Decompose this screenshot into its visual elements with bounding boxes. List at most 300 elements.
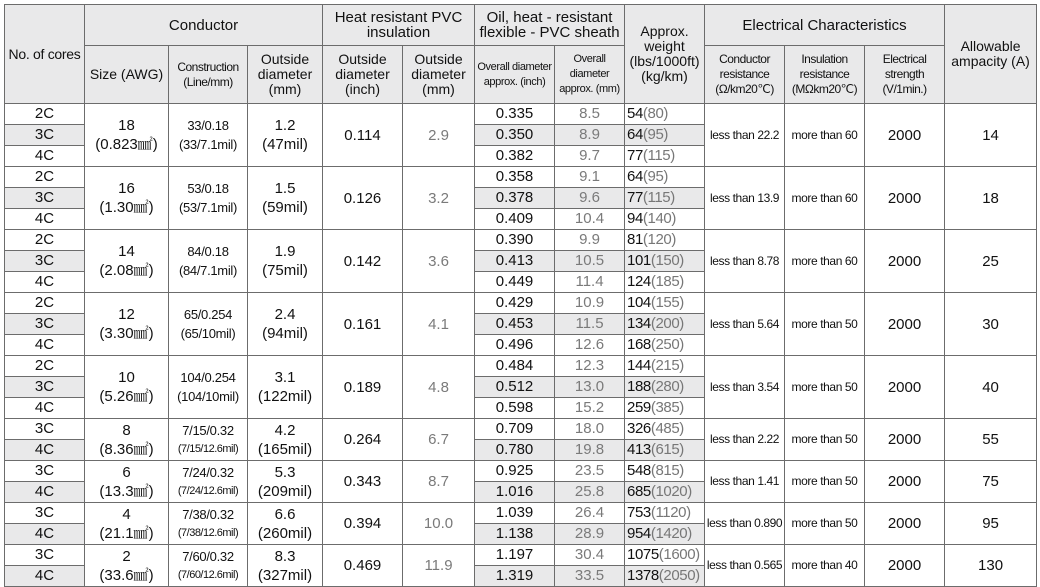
resistance-cell: less than 13.9 (705, 167, 785, 230)
cell-main-text: 14 (118, 243, 135, 260)
insulation-od-inch-cell: 0.126 (323, 167, 403, 230)
overall-mm-cell: 19.8 (555, 440, 625, 461)
conductor-od-cell (248, 230, 323, 293)
cell-sub-text: (3.30㎟) (99, 325, 154, 342)
resistance-cell: less than 0.565 (705, 545, 785, 587)
overall-inch-cell: 0.496 (475, 335, 555, 356)
size-cell (85, 293, 169, 356)
overall-mm-cell: 12.3 (555, 356, 625, 377)
insulation-resistance-cell: more than 40 (785, 545, 865, 587)
cell-main-text: 6.6 (274, 505, 296, 523)
conductor-od-cell (248, 356, 323, 419)
cell-sub-text: (84/7.1mil) (178, 263, 238, 278)
overall-mm-cell: 9.1 (555, 167, 625, 188)
overall-mm-cell: 8.5 (555, 104, 625, 125)
overall-inch-cell: 1.319 (475, 566, 555, 587)
weight-kg: (150) (650, 252, 684, 269)
weight-kg: (215) (650, 357, 684, 374)
weight-cell (625, 125, 705, 146)
overall-mm-cell: 10.9 (555, 293, 625, 314)
cores-cell: 4C (5, 209, 85, 230)
cell-sub-text: (7/24/12.6mil) (177, 484, 239, 497)
overall-inch-cell: 1.138 (475, 524, 555, 545)
weight-cell (625, 440, 705, 461)
weight-lbs: 94 (627, 210, 643, 227)
weight-cell (625, 167, 705, 188)
cell-main-text: 8.3 (274, 547, 296, 565)
overall-inch-cell: 0.925 (475, 461, 555, 482)
resistance-cell: less than 5.64 (705, 293, 785, 356)
cell-main-text: 104/0.254 (180, 370, 236, 385)
overall-mm-cell: 11.4 (555, 272, 625, 293)
cell-sub-text: (8.36㎟) (99, 440, 154, 458)
weight-lbs: 64 (627, 126, 643, 143)
construction-cell (169, 503, 248, 545)
overall-mm-cell: 30.4 (555, 545, 625, 566)
insulation-od-inch-cell: 0.469 (323, 545, 403, 587)
overall-inch-cell: 0.335 (475, 104, 555, 125)
insulation-od-inch-cell: 0.343 (323, 461, 403, 503)
cell-sub-text: (59mil) (262, 199, 308, 216)
table-body (5, 104, 1037, 587)
header-conductor-od: Outside diameter (mm) (248, 46, 323, 104)
weight-cell (625, 377, 705, 398)
overall-mm-cell: 15.2 (555, 398, 625, 419)
header-construction: Construction (Line/mm) (169, 46, 248, 104)
overall-inch-cell: 0.413 (475, 251, 555, 272)
cell-sub-text: (53/7.1mil) (178, 200, 238, 215)
size-cell (85, 545, 169, 587)
overall-mm-cell: 12.6 (555, 335, 625, 356)
overall-mm-cell: 25.8 (555, 482, 625, 503)
cell-sub-text: (21.1㎟) (99, 524, 154, 542)
weight-lbs: 1378 (627, 567, 659, 584)
ampacity-cell: 55 (945, 419, 1037, 461)
overall-inch-cell: 0.598 (475, 398, 555, 419)
cores-cell: 3C (5, 314, 85, 335)
size-cell (85, 419, 169, 461)
cell-sub-text: (2.08㎟) (99, 262, 154, 279)
construction-cell (169, 167, 248, 230)
weight-cell (625, 482, 705, 503)
cores-cell: 3C (5, 461, 85, 482)
insulation-od-inch-cell: 0.161 (323, 293, 403, 356)
cell-main-text: 10 (118, 369, 135, 386)
table-row (5, 419, 1037, 440)
strength-cell: 2000 (865, 503, 945, 545)
cell-main-text: 7/60/0.32 (182, 548, 234, 564)
cell-main-text: 1.2 (274, 117, 296, 134)
weight-kg: (185) (650, 273, 684, 290)
weight-lbs: 326 (627, 420, 651, 437)
overall-mm-cell: 11.5 (555, 314, 625, 335)
cell-sub-text: (33/7.1mil) (178, 137, 238, 152)
cell-main-text: 7/38/0.32 (182, 506, 234, 522)
weight-kg: (80) (642, 105, 668, 122)
construction-cell (169, 545, 248, 587)
overall-inch-cell: 0.409 (475, 209, 555, 230)
overall-inch-cell: 0.512 (475, 377, 555, 398)
insulation-od-inch-cell: 0.394 (323, 503, 403, 545)
cores-cell: 4C (5, 524, 85, 545)
overall-inch-cell: 1.016 (475, 482, 555, 503)
header-conductor: Conductor (85, 5, 323, 46)
cell-sub-text: (7/15/12.6mil) (177, 442, 239, 455)
insulation-resistance-cell: more than 50 (785, 503, 865, 545)
strength-cell: 2000 (865, 293, 945, 356)
weight-kg: (1020) (650, 483, 692, 500)
ampacity-cell: 95 (945, 503, 1037, 545)
insulation-od-mm-cell: 11.9 (403, 545, 475, 587)
cell-main-text: 5.3 (274, 463, 296, 481)
overall-inch-cell: 0.358 (475, 167, 555, 188)
overall-inch-cell: 0.350 (475, 125, 555, 146)
header-sheath: Oil, heat - resistant flexible - PVC sheath (475, 5, 625, 46)
strength-cell: 2000 (865, 419, 945, 461)
overall-mm-cell: 8.9 (555, 125, 625, 146)
ampacity-cell: 30 (945, 293, 1037, 356)
resistance-cell: less than 0.890 (705, 503, 785, 545)
overall-inch-cell: 0.378 (475, 188, 555, 209)
header-ampacity: Allowable ampacity (A) (945, 5, 1037, 104)
cores-cell: 3C (5, 377, 85, 398)
insulation-resistance-cell: more than 60 (785, 230, 865, 293)
cell-main-text: 53/0.18 (187, 181, 229, 196)
size-cell (85, 503, 169, 545)
cores-cell: 2C (5, 167, 85, 188)
weight-lbs: 54 (627, 105, 643, 122)
cell-sub-text: (7/60/12.6mil) (177, 568, 239, 581)
overall-mm-cell: 10.5 (555, 251, 625, 272)
table-row (5, 461, 1037, 482)
insulation-od-mm-cell: 8.7 (403, 461, 475, 503)
cell-sub-text: (0.823㎟) (95, 136, 158, 153)
weight-lbs: 1075 (627, 546, 659, 563)
strength-cell: 2000 (865, 545, 945, 587)
weight-lbs: 753 (627, 504, 651, 521)
insulation-resistance-cell: more than 50 (785, 419, 865, 461)
insulation-od-mm-cell: 3.2 (403, 167, 475, 230)
resistance-cell: less than 3.54 (705, 356, 785, 419)
weight-cell (625, 545, 705, 566)
weight-cell (625, 251, 705, 272)
overall-mm-cell: 9.7 (555, 146, 625, 167)
header-strength: Electrical strength (V/1min.) (865, 46, 945, 104)
ampacity-cell: 14 (945, 104, 1037, 167)
weight-kg: (280) (650, 378, 684, 395)
cores-cell: 3C (5, 125, 85, 146)
weight-cell (625, 356, 705, 377)
cores-cell: 4C (5, 398, 85, 419)
insulation-od-mm-cell: 4.1 (403, 293, 475, 356)
cell-sub-text: (5.26㎟) (99, 388, 154, 405)
conductor-od-cell (248, 545, 323, 587)
weight-kg: (1420) (650, 525, 692, 542)
insulation-resistance-cell: more than 50 (785, 461, 865, 503)
weight-lbs: 77 (627, 147, 643, 164)
weight-lbs: 81 (627, 231, 643, 248)
size-cell (85, 104, 169, 167)
weight-kg: (95) (642, 168, 668, 185)
cell-main-text: 12 (118, 306, 135, 323)
weight-cell (625, 566, 705, 587)
table-row (5, 545, 1037, 566)
weight-lbs: 124 (627, 273, 651, 290)
cores-cell: 3C (5, 419, 85, 440)
weight-lbs: 413 (627, 441, 651, 458)
cell-main-text: 33/0.18 (187, 118, 229, 133)
cell-main-text: 2 (122, 547, 131, 565)
insulation-resistance-cell: more than 60 (785, 167, 865, 230)
weight-cell (625, 314, 705, 335)
cell-sub-text: (75mil) (262, 262, 308, 279)
cores-cell: 4C (5, 482, 85, 503)
cell-main-text: 6 (122, 463, 131, 481)
overall-inch-cell: 1.197 (475, 545, 555, 566)
size-cell (85, 356, 169, 419)
resistance-cell: less than 22.2 (705, 104, 785, 167)
header-overall-inch: Overall diameter approx. (inch) (475, 46, 555, 104)
cores-cell: 2C (5, 104, 85, 125)
cell-main-text: 3.1 (274, 369, 296, 386)
weight-lbs: 548 (627, 462, 651, 479)
cores-cell: 3C (5, 251, 85, 272)
header-size: Size (AWG) (85, 46, 169, 104)
cell-main-text: 84/0.18 (187, 244, 229, 259)
overall-inch-cell: 0.449 (475, 272, 555, 293)
weight-kg: (815) (650, 462, 684, 479)
conductor-od-cell (248, 461, 323, 503)
overall-mm-cell: 9.9 (555, 230, 625, 251)
weight-kg: (95) (642, 126, 668, 143)
conductor-od-cell (248, 293, 323, 356)
ampacity-cell: 18 (945, 167, 1037, 230)
weight-kg: (140) (642, 210, 676, 227)
weight-kg: (250) (650, 336, 684, 353)
header-electrical: Electrical Characteristics (705, 5, 945, 46)
insulation-od-mm-cell: 3.6 (403, 230, 475, 293)
weight-lbs: 134 (627, 315, 651, 332)
weight-cell (625, 104, 705, 125)
cores-cell: 4C (5, 440, 85, 461)
cell-sub-text: (104/10mil) (177, 389, 239, 404)
table-row (5, 356, 1037, 377)
header-insulation: Heat resistant PVC insulation (323, 5, 475, 46)
cell-sub-text: (122mil) (257, 388, 313, 405)
cell-sub-text: (13.3㎟) (99, 482, 154, 500)
cell-main-text: 4.2 (274, 421, 296, 439)
ampacity-cell: 130 (945, 545, 1037, 587)
weight-cell (625, 293, 705, 314)
strength-cell: 2000 (865, 230, 945, 293)
cell-sub-text: (327mil) (257, 566, 313, 584)
header-cores: No. of cores (5, 5, 85, 104)
cell-sub-text: (94mil) (262, 325, 308, 342)
cell-main-text: 2.4 (274, 306, 296, 323)
weight-lbs: 104 (627, 294, 651, 311)
overall-mm-cell: 26.4 (555, 503, 625, 524)
strength-cell: 2000 (865, 104, 945, 167)
cell-main-text: 65/0.254 (183, 307, 233, 322)
weight-lbs: 259 (627, 399, 651, 416)
weight-kg: (2050) (658, 567, 700, 584)
overall-inch-cell: 0.709 (475, 419, 555, 440)
size-cell (85, 230, 169, 293)
insulation-od-inch-cell: 0.189 (323, 356, 403, 419)
ampacity-cell: 75 (945, 461, 1037, 503)
weight-kg: (155) (650, 294, 684, 311)
overall-inch-cell: 1.039 (475, 503, 555, 524)
weight-cell (625, 461, 705, 482)
resistance-cell: less than 8.78 (705, 230, 785, 293)
resistance-cell: less than 1.41 (705, 461, 785, 503)
insulation-resistance-cell: more than 50 (785, 293, 865, 356)
cell-sub-text: (47mil) (262, 136, 308, 153)
weight-cell (625, 398, 705, 419)
cell-main-text: 7/24/0.32 (182, 464, 234, 480)
cell-sub-text: (7/38/12.6mil) (177, 526, 239, 539)
table-row (5, 503, 1037, 524)
cores-cell: 3C (5, 545, 85, 566)
cell-main-text: 16 (118, 180, 135, 197)
weight-kg: (485) (650, 420, 684, 437)
overall-mm-cell: 10.4 (555, 209, 625, 230)
weight-lbs: 144 (627, 357, 651, 374)
insulation-od-inch-cell: 0.114 (323, 104, 403, 167)
overall-inch-cell: 0.484 (475, 356, 555, 377)
weight-kg: (385) (650, 399, 684, 416)
overall-mm-cell: 33.5 (555, 566, 625, 587)
cores-cell: 3C (5, 503, 85, 524)
insulation-resistance-cell: more than 60 (785, 104, 865, 167)
weight-cell (625, 188, 705, 209)
strength-cell: 2000 (865, 167, 945, 230)
size-cell (85, 167, 169, 230)
conductor-od-cell (248, 167, 323, 230)
overall-mm-cell: 18.0 (555, 419, 625, 440)
weight-cell (625, 524, 705, 545)
cell-main-text: 7/15/0.32 (182, 422, 234, 438)
overall-mm-cell: 23.5 (555, 461, 625, 482)
weight-cell (625, 146, 705, 167)
header-insulation-resistance: Insulation resistance (MΩkm20℃) (785, 46, 865, 104)
weight-cell (625, 209, 705, 230)
table-row (5, 293, 1037, 314)
resistance-cell: less than 2.22 (705, 419, 785, 461)
construction-cell (169, 293, 248, 356)
conductor-od-cell (248, 104, 323, 167)
strength-cell: 2000 (865, 356, 945, 419)
insulation-od-mm-cell: 2.9 (403, 104, 475, 167)
insulation-od-mm-cell: 10.0 (403, 503, 475, 545)
table-row (5, 167, 1037, 188)
weight-lbs: 685 (627, 483, 651, 500)
cable-spec-table-container (4, 4, 1036, 587)
overall-mm-cell: 13.0 (555, 377, 625, 398)
header-weight: Approx. weight (lbs/1000ft) (kg/km) (625, 5, 705, 104)
cell-main-text: 1.5 (274, 180, 296, 197)
insulation-od-mm-cell: 4.8 (403, 356, 475, 419)
overall-inch-cell: 0.429 (475, 293, 555, 314)
weight-cell (625, 503, 705, 524)
weight-lbs: 954 (627, 525, 651, 542)
cell-sub-text: (33.6㎟) (99, 566, 154, 584)
weight-cell (625, 230, 705, 251)
cores-cell: 4C (5, 146, 85, 167)
weight-kg: (615) (650, 441, 684, 458)
weight-cell (625, 419, 705, 440)
cell-main-text: 8 (122, 421, 131, 439)
cores-cell: 2C (5, 230, 85, 251)
cell-sub-text: (1.30㎟) (99, 199, 154, 216)
header-overall-mm: Overall diameter approx. (mm) (555, 46, 625, 104)
table-row (5, 104, 1037, 125)
construction-cell (169, 419, 248, 461)
conductor-od-cell (248, 503, 323, 545)
overall-inch-cell: 0.780 (475, 440, 555, 461)
weight-lbs: 101 (627, 252, 651, 269)
overall-inch-cell: 0.390 (475, 230, 555, 251)
weight-kg: (200) (650, 315, 684, 332)
insulation-od-inch-cell: 0.264 (323, 419, 403, 461)
weight-lbs: 188 (627, 378, 651, 395)
cores-cell: 2C (5, 293, 85, 314)
cell-main-text: 18 (118, 117, 135, 134)
weight-kg: (1120) (650, 504, 691, 521)
header-resistance: Conductor resistance (Ω/km20℃) (705, 46, 785, 104)
table-row (5, 230, 1037, 251)
weight-kg: (1600) (658, 546, 700, 563)
overall-mm-cell: 9.6 (555, 188, 625, 209)
construction-cell (169, 356, 248, 419)
ampacity-cell: 40 (945, 356, 1037, 419)
cell-sub-text: (209mil) (257, 482, 313, 500)
cell-main-text: 1.9 (274, 243, 296, 260)
insulation-od-inch-cell: 0.142 (323, 230, 403, 293)
weight-lbs: 168 (627, 336, 651, 353)
weight-cell (625, 272, 705, 293)
weight-kg: (115) (642, 147, 675, 164)
overall-inch-cell: 0.453 (475, 314, 555, 335)
cell-sub-text: (260mil) (257, 524, 313, 542)
insulation-resistance-cell: more than 50 (785, 356, 865, 419)
construction-cell (169, 230, 248, 293)
construction-cell (169, 104, 248, 167)
overall-inch-cell: 0.382 (475, 146, 555, 167)
cores-cell: 4C (5, 566, 85, 587)
weight-lbs: 77 (627, 189, 643, 206)
cores-cell: 4C (5, 335, 85, 356)
size-cell (85, 461, 169, 503)
conductor-od-cell (248, 419, 323, 461)
weight-kg: (115) (642, 189, 675, 206)
cell-sub-text: (165mil) (257, 440, 313, 458)
strength-cell: 2000 (865, 461, 945, 503)
cell-sub-text: (65/10mil) (180, 326, 236, 341)
weight-kg: (120) (642, 231, 676, 248)
header-insulation-od-inch: Outside diameter (inch) (323, 46, 403, 104)
ampacity-cell: 25 (945, 230, 1037, 293)
weight-cell (625, 335, 705, 356)
weight-lbs: 64 (627, 168, 643, 185)
cores-cell: 4C (5, 272, 85, 293)
cell-main-text: 4 (122, 505, 131, 523)
cores-cell: 2C (5, 356, 85, 377)
cores-cell: 3C (5, 188, 85, 209)
insulation-od-mm-cell: 6.7 (403, 419, 475, 461)
header-insulation-od-mm: Outside diameter (mm) (403, 46, 475, 104)
cable-spec-table (4, 4, 1037, 587)
